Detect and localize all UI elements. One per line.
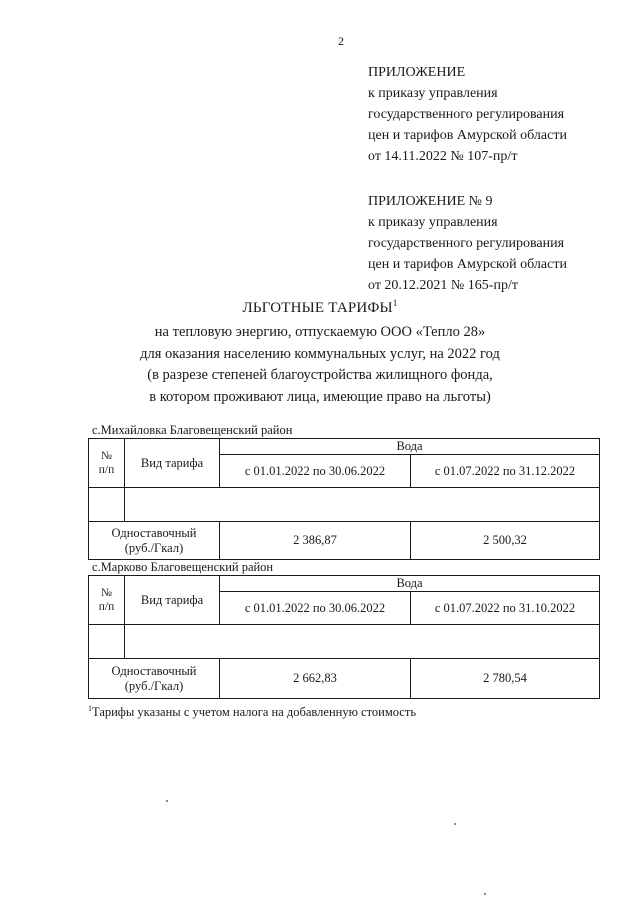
col-header-tariff-type: Вид тарифа [125,576,220,625]
appendix-line: ПРИЛОЖЕНИЕ [368,65,466,80]
appendix-line: государственного регулирования [368,236,565,251]
empty-cell [125,488,600,522]
col-header-group: Вода [220,439,600,455]
appendix-line: от 14.11.2022 № 107-пр/т [368,149,518,164]
col-header-number: № п/п [89,439,125,488]
empty-cell [89,625,125,659]
appendix-line: к приказу управления [368,215,498,230]
empty-cell [89,488,125,522]
col-header-period-1: с 01.01.2022 по 30.06.2022 [220,455,411,488]
col-header-group: Вода [220,576,600,592]
appendix-line: ПРИЛОЖЕНИЕ № 9 [368,194,493,209]
tariff-table [88,438,600,560]
title-text: ЛЬГОТНЫЕ ТАРИФЫ [242,300,393,316]
footnote-text: Тарифы указаны с учетом налога на добавленную стоимость [92,705,417,720]
row-label: Одноставочный (руб./Гкал) [89,522,220,560]
appendix-line: цен и тарифов Амурской области [368,128,567,143]
col-header-tariff-type: Вид тарифа [125,439,220,488]
appendix-line: цен и тарифов Амурской области [368,257,567,272]
appendix-header-current [368,62,567,167]
subtitle-line: для оказания населению коммунальных услуг, на 2022 год [140,345,500,362]
tariff-value: 2 386,87 [220,522,411,560]
tariff-value: 2 662,83 [220,659,411,699]
page-number: 2 [338,34,344,48]
col-header-number: № п/п [89,576,125,625]
footnote-mark: 1 [88,704,92,713]
appendix-line: от 20.12.2021 № 165-пр/т [368,278,518,293]
scan-speck [484,893,486,895]
location-label: с.Марково Благовещенский район [92,560,274,574]
subtitle-line: на тепловую энергию, отпускаемую ООО «Тепло 28» [154,324,486,340]
tariff-value: 2 500,32 [411,522,600,560]
appendix-line: государственного регулирования [368,107,565,122]
document-subtitle [0,322,640,408]
footnote [88,704,416,720]
title-footnote-mark: 1 [392,298,398,308]
location-label: с.Михайловка Благовещенский район [92,423,293,437]
appendix-line: к приказу управления [368,86,498,101]
document-title [0,298,640,317]
scan-speck [166,800,168,802]
empty-cell [125,625,600,659]
subtitle-line: (в разрезе степеней благоустройства жилищного фонда, [147,367,493,383]
col-header-period-1: с 01.01.2022 по 30.06.2022 [220,592,411,625]
col-header-period-2: с 01.07.2022 по 31.10.2022 [411,592,600,625]
appendix-header-original [368,191,567,296]
tariff-value: 2 780,54 [411,659,600,699]
tariff-table [88,575,600,699]
row-label: Одноставочный (руб./Гкал) [89,659,220,699]
scan-speck [454,823,456,825]
col-header-period-2: с 01.07.2022 по 31.12.2022 [411,455,600,488]
subtitle-line: в котором проживают лица, имеющие право на льготы) [149,388,491,405]
